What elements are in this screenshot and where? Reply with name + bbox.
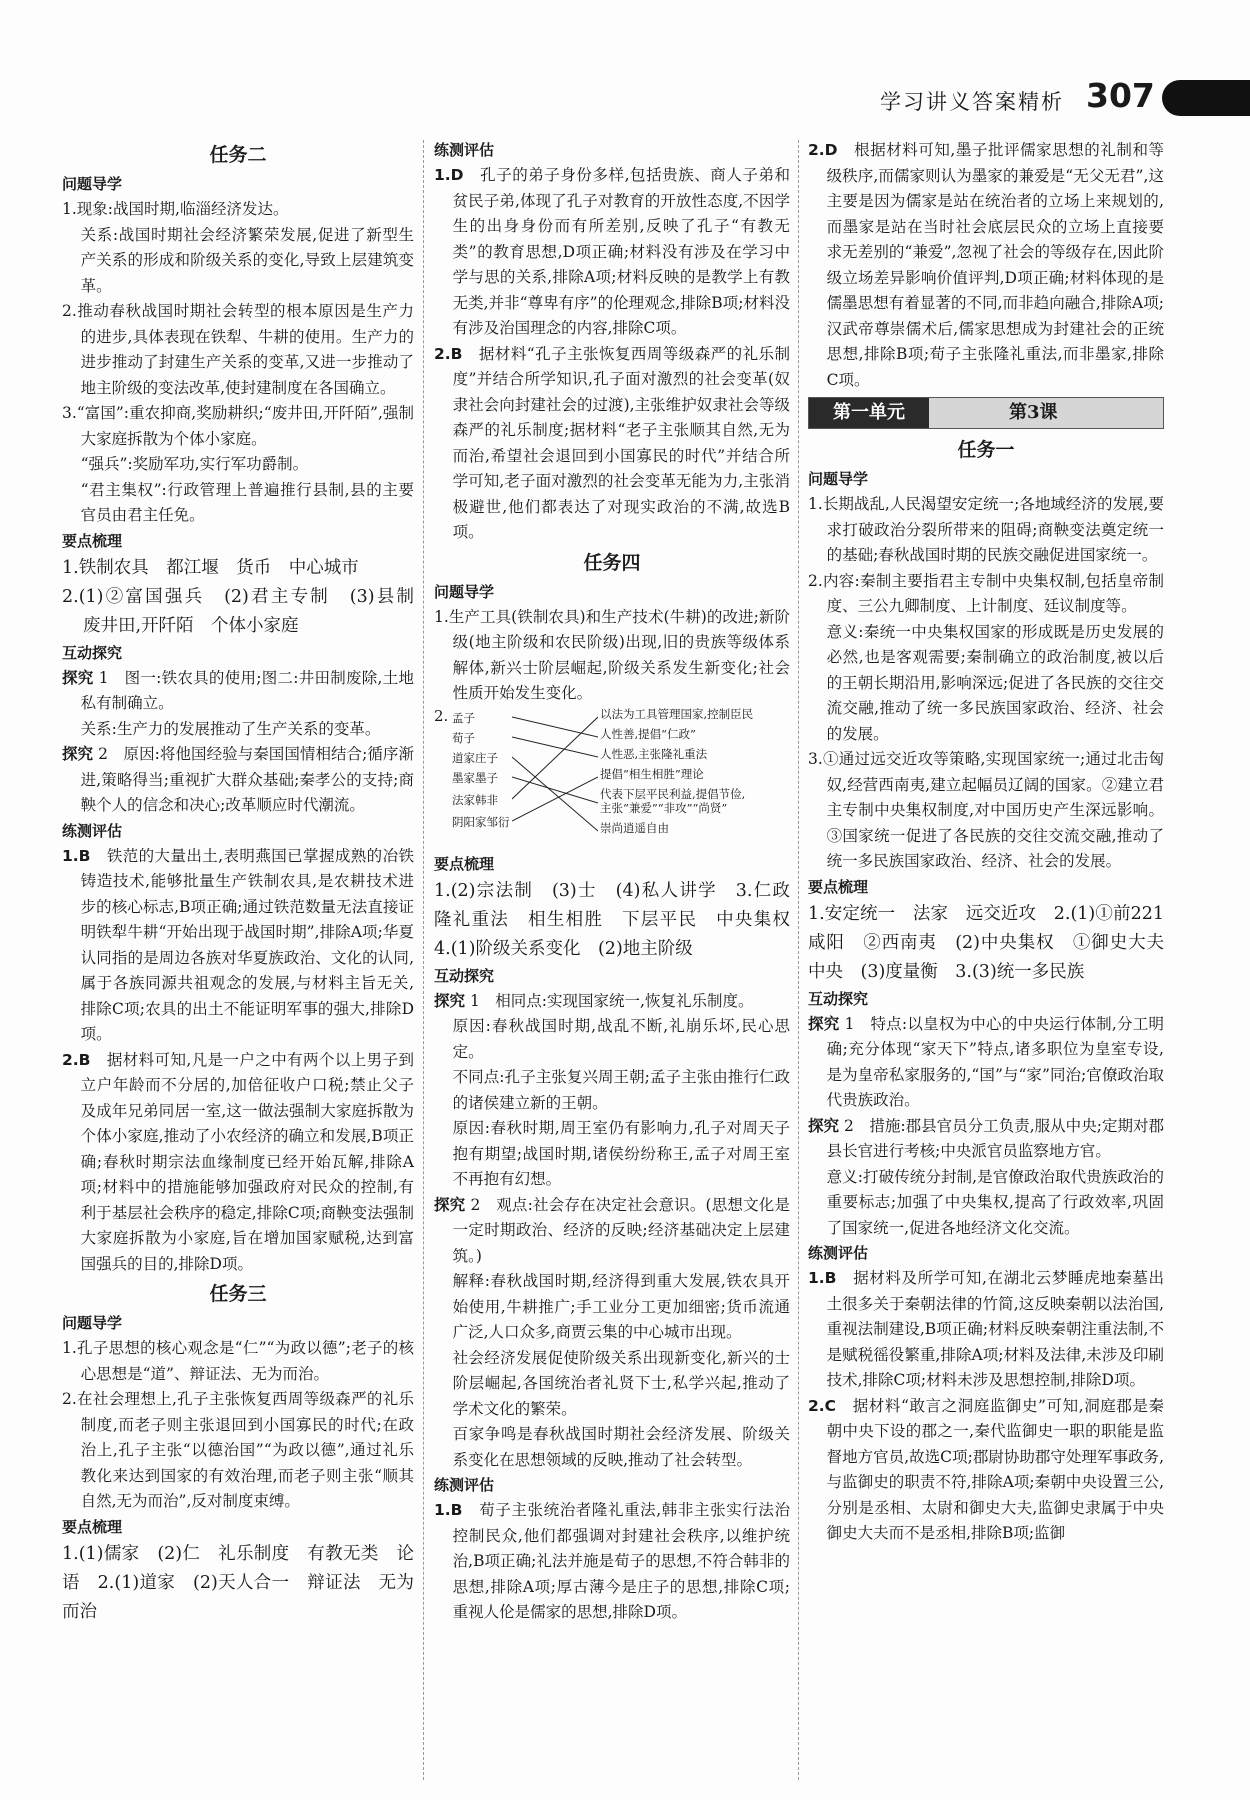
diagram-left-item: 道家庄子 [452, 750, 498, 765]
section-heading: 问题导学 [434, 582, 495, 601]
diagram-right-item: 人性恶,主张隆礼重法 [600, 746, 708, 761]
explore-label: 探究 [434, 1195, 466, 1214]
diagram-left-item: 法家韩非 [452, 792, 498, 807]
column-divider [423, 140, 424, 1780]
section-heading: 练测评估 [62, 821, 123, 840]
unit-lesson-banner [808, 397, 1164, 429]
column-1 [62, 138, 432, 1627]
exercise-item [62, 1048, 414, 1278]
diagram-left-item: 孟子 [452, 710, 475, 725]
key-points: 1.(2)宗法制 (3)士 (4)私人讲学 3.仁政 隆礼重法 相生相胜 下层平民 中央集权 4.(1)阶级关系变化 (2)地主阶级 [434, 880, 808, 959]
unit-label: 第一单元 [809, 398, 929, 428]
explanation: 荀子主张统治者隆礼重法,韩非主张实行法治控制民众,他们都强调对封建社会秩序,以维护统治,B项正确;礼法并施是荀子的思想,不符合韩非的思想,排除A项;厚古薄今是庄子的思想,排除C项;重视人伦是儒家的思想,排除D项。 [452, 1501, 790, 1621]
explanation: 据材料及所学可知,在湖北云梦睡虎地秦墓出土很多关于秦朝法律的竹简,这反映秦朝以法治国,重视法制建设,B项正确;材料反映秦朝注重法制,不是赋税徭役繁重,排除A项;材料及法律,未涉及印刷技术,排除C项;材料未涉及思想控制,排除D项。 [826, 1269, 1164, 1389]
exercise-item [62, 844, 414, 1048]
answer-item: 1.长期战乱,人民渴望安定统一;各地域经济的发展,要求打破政治分裂所带来的阻碍;商鞅变法奠定统一的基础;春秋战国时期的民族交融促进国家统一。 [808, 495, 1164, 564]
answer-item: 1.孔子思想的核心观念是“仁”“为政以德”;老子的核心思想是“道”、辩证法、无为而治。 [62, 1339, 414, 1383]
diagram-right-item: 提倡“相生相胜”理论 [600, 766, 704, 781]
answer-key: 2.C [808, 1396, 837, 1415]
explore-text: 2 观点:社会存在决定社会意识。(思想文化是一定时期政治、经济的反映;经济基础决定上层建筑。) [452, 1195, 790, 1265]
explanation: 据材料“敢言之洞庭监御史”可知,洞庭郡是秦朝中央下设的郡之一,秦代监御史一职的职能是监督地方官员,故选C项;郡尉协助郡守处理军事政务,与监御史的职责不符,排除A项;秦朝中央设置三公,分别是丞相、太尉和御史大夫,监御史隶属于中央御史大夫而不是丞相,排除B项;监御 [826, 1396, 1164, 1542]
section-heading: 练测评估 [434, 141, 495, 159]
explanation: 据材料“孔子主张恢复西周等级森严的礼乐制度”并结合所学知识,孔子面对激烈的社会变革(奴隶社会向封建社会的过渡),主张维护奴隶社会等级森严的礼乐制度;据材料“老子主张顺其自然,无为而治,希望社会退回到小国寡民的时代”并结合所学可知,老子面对激烈的社会变革无能为力,主张消极避世,他们都表达了对现实政治的不满,故选B项。 [452, 344, 790, 541]
diagram-left-item: 墨家墨子 [452, 770, 498, 785]
section-heading: 要点梳理 [808, 877, 869, 896]
exercise-item [434, 1498, 790, 1626]
answer-item: 解释:春秋战国时期,经济得到重大发展,铁农具开始使用,牛耕推广;手工业分工更加细密;货币流通广泛,人口众多,商贾云集的中心城市出现。 [452, 1272, 790, 1341]
answer-item: 原因:春秋战国时期,战乱不断,礼崩乐坏,民心思定。 [452, 1017, 790, 1061]
answer-key: 1.B [434, 1501, 463, 1519]
section-heading: 练测评估 [808, 1244, 869, 1262]
diagram-left-item: 荀子 [452, 730, 475, 745]
exercise-item [434, 163, 790, 342]
explore-label: 探究 [434, 991, 466, 1010]
explore-item [808, 1012, 1164, 1114]
matching-lines [512, 713, 598, 837]
task-title: 任务一 [957, 439, 1015, 461]
answer-item: 1.现象:战国时期,临淄经济发达。 [62, 200, 289, 218]
diagram-left-item: 阴阳家邹衍 [452, 814, 510, 829]
task-title: 任务二 [209, 144, 267, 166]
explore-text: 2 原因:将他国经验与秦国国情相结合;循序渐进,策略得当;重视扩大群众基础;秦孝公的支持;商鞅个人的信念和决心;改革顺应时代潮流。 [80, 745, 414, 814]
column-3 [808, 138, 1182, 1547]
key-points: 1.安定统一 法家 远交近攻 2.(1)①前221 咸阳 ②西南夷 (2)中央集权 ①御史大夫 中央 (3)度量衡 3.(3)统一多民族 [808, 903, 1182, 982]
key-points: 2.(1)②富国强兵 (2)君主专制 (3)县制 废井田,开阡陌 个体小家庭 [62, 586, 432, 636]
answer-key: 1.B [62, 846, 91, 865]
explore-text: 2 措施:郡县官员分工负责,服从中央;定期对郡县长官进行考核;中央派官员监察地方官。 [826, 1116, 1164, 1160]
explore-item [808, 1114, 1164, 1165]
explanation: 据材料可知,凡是一户之中有两个以上男子到立户年龄而不分居的,加倍征收户口税;禁止父子及成年兄弟同居一室,这一做法强制大家庭拆散为个体小家庭,推动了小农经济的确立和发展,B项正确;春秋时期宗法血缘制度已经开始瓦解,排除A项;材料中的措施能够加强政府对民众的控制,有利于基层社会秩序的稳定,排除C项;商鞅变法强制大家庭拆散为小家庭,旨在增加国家赋税,达到富国强兵的目的,排除D项。 [80, 1050, 414, 1273]
explore-item [62, 742, 414, 819]
header-title: 学习讲义答案精析 [880, 90, 1064, 114]
answer-item: 不同点:孔子主张复兴周王朝;孟子主张由推行仁政的诸侯建立新的王朝。 [452, 1068, 790, 1112]
key-points: 1.(1)儒家 (2)仁 礼乐制度 有教无类 论语 2.(1)道家 (2)天人合一 辩证法 无为而治 [62, 1543, 414, 1622]
key-points: 1.铁制农具 都江堰 货币 中心城市 [62, 557, 359, 578]
section-heading: 要点梳理 [62, 531, 123, 550]
matching-diagram [434, 707, 790, 852]
explore-label: 探究 [808, 1116, 840, 1135]
exercise-item [434, 342, 790, 546]
section-heading: 要点梳理 [434, 854, 495, 873]
exercise-item [808, 1394, 1164, 1547]
explanation: 孔子的弟子身份多样,包括贵族、商人子弟和贫民子弟,体现了孔子对教育的开放性态度,不因学生的出身身份而有所差别,反映了孔子“有教无类”的教育思想,D项正确;材料没有涉及在学习中学与思的关系,排除A项;材料反映的是教学上有教无类,并非“尊卑有序”的伦理观念,排除B项;材料没有涉及治国理念的内容,排除C项。 [452, 166, 790, 337]
section-heading: 互动探究 [62, 643, 123, 662]
diagram-right-item: 以法为工具管理国家,控制臣民 [600, 706, 754, 721]
section-heading: 练测评估 [434, 1476, 495, 1494]
answer-item: 社会经济发展促使阶级关系出现新变化,新兴的士阶层崛起,各国统治者礼贤下士,私学兴起,推动了学术文化的繁荣。 [452, 1348, 790, 1418]
answer-item: 原因:春秋时期,周王室仍有影响力,孔子对周天子抱有期望;战国时期,诸侯纷纷称王,孟子对周王室不再抱有幻想。 [452, 1119, 790, 1188]
diagram-right-item: 代表下层平民利益,提倡节俭, [600, 786, 746, 801]
answer-item: 2.内容:秦制主要指君主专制中央集权制,包括皇帝制度、三公九卿制度、上计制度、廷议制度等。 [808, 571, 1164, 615]
task-title: 任务四 [583, 551, 641, 574]
explore-text: 1 图一:铁农具的使用;图二:井田制废除,土地私有制确立。 [80, 668, 414, 712]
column-2 [434, 138, 808, 1626]
explore-label: 探究 [62, 745, 94, 763]
answer-item: 3.“富国”:重农抑商,奖励耕织;“废井田,开阡陌”,强制大家庭拆散为个体小家庭。 [62, 404, 414, 448]
diagram-right-item: 人性善,提倡“仁政” [600, 726, 696, 741]
diagram-right-item: 主张“兼爱”“非攻”“尚贤” [600, 800, 728, 815]
explore-text: 1 相同点:实现国家统一,恢复礼乐制度。 [465, 991, 754, 1010]
answer-key: 2.B [62, 1050, 91, 1069]
answer-item: 关系:战国时期社会经济繁荣发展,促进了新型生产关系的形成和阶级关系的变化,导致上层建筑变革。 [80, 225, 414, 295]
header-tab-decoration [1162, 80, 1250, 116]
answer-key: 1.D [434, 166, 464, 184]
answer-item: 意义:打破传统分封制,是官僚政治取代贵族政治的重要标志;加强了中央集权,提高了行政效率,巩固了国家统一,促进各地经济文化交流。 [826, 1167, 1164, 1237]
answer-item: “强兵”:奖励军功,实行军功爵制。 [80, 455, 309, 473]
answer-item: 关系:生产力的发展推动了生产关系的变革。 [80, 719, 381, 738]
diagram-right-item: 崇尚逍遥自由 [600, 820, 669, 835]
section-heading: 互动探究 [808, 989, 869, 1008]
explore-label: 探究 [808, 1014, 840, 1033]
task-title: 任务三 [209, 1283, 267, 1305]
exercise-item [808, 138, 1164, 393]
answer-item: 2.在社会理想上,孔子主张恢复西周等级森严的礼乐制度,而老子则主张退回到小国寡民的时代;在政治上,孔子主张“以德治国”“为政以德”,通过礼乐教化来达到国家的有效治理,而老子则主张“顺其自然,无为而治”,反对制度束缚。 [62, 1390, 414, 1510]
section-heading: 问题导学 [62, 175, 123, 193]
answer-item: 百家争鸣是春秋战国时期社会经济发展、阶级关系变化在思想领域的反映,推动了社会转型。 [452, 1425, 790, 1469]
answer-item: 2.推动春秋战国时期社会转型的根本原因是生产力的进步,具体表现在铁犁、牛耕的使用。生产力的进步推动了封建生产关系的变革,又进一步推动了地主阶级的变法改革,使封建制度在各国确立。 [62, 302, 414, 397]
explore-item [434, 989, 790, 1015]
section-heading: 问题导学 [62, 1314, 123, 1332]
lesson-label: 第3课 [1009, 402, 1058, 423]
section-heading: 问题导学 [808, 470, 869, 488]
page-number: 307 [1086, 76, 1155, 115]
answer-item: “君主集权”:行政管理上普遍推行县制,县的主要官员由君主任免。 [80, 480, 414, 524]
answer-item: 意义:秦统一中央集权国家的形成既是历史发展的必然,也是客观需要;秦制确立的政治制度,被以后的王朝长期沿用,影响深远;促进了各民族的交往交流交融,推动了统一多民族国家政治、经济、社会的发展。 [826, 622, 1164, 743]
explore-label: 探究 [62, 668, 94, 687]
answer-key: 2.B [434, 344, 463, 363]
diagram-number: 2. [434, 706, 449, 725]
exercise-item [808, 1266, 1164, 1394]
column-divider [798, 140, 799, 1780]
answer-item: 1.生产工具(铁制农具)和生产技术(牛耕)的改进;新阶级(地主阶级和农民阶级)出现,旧的贵族等级体系解体,新兴士阶层崛起,阶级关系发生新变化;社会性质开始发生变化。 [434, 607, 790, 702]
answer-item: 3.①通过远交近攻等策略,实现国家统一;通过北击匈奴,经营西南夷,建立起幅员辽阔的国家。②建立君主专制中央集权制度,对中国历史产生深远影响。③国家统一促进了各民族的交往交流交融,推动了统一多民族国家政治、经济、社会的发展。 [808, 750, 1164, 870]
explore-item [434, 1193, 790, 1270]
section-heading: 互动探究 [434, 966, 495, 985]
explore-item [62, 666, 414, 717]
answer-key: 2.D [808, 141, 838, 159]
section-heading: 要点梳理 [62, 1517, 123, 1536]
explore-text: 1 特点:以皇权为中心的中央运行体制,分工明确;充分体现“家天下”特点,诸多职位为皇室专设,是为皇帝私家服务的,“国”与“家”同治;官僚政治取代贵族政治。 [826, 1014, 1164, 1109]
explanation: 根据材料可知,墨子批评儒家思想的礼制和等级秩序,而儒家则认为墨家的兼爱是“无父无君”,这主要是因为儒家是站在统治者的立场上来规划的,而墨家是站在当时社会底层民众的立场上直接要求无差别的“兼爱”,忽视了社会的等级存在,因此阶级立场差异影响价值评判,D项正确;材料体现的是儒墨思想有着显著的不同,而非趋向融合,排除A项;汉武帝尊崇儒术后,儒家思想成为封建社会的正统思想,排除B项;荀子主张隆礼重法,而非墨家,排除C项。 [826, 141, 1164, 389]
answer-key: 1.B [808, 1269, 837, 1287]
explanation: 铁范的大量出土,表明燕国已掌握成熟的冶铁铸造技术,能够批量生产铁制农具,是农耕技术进步的核心标志,B项正确;通过铁范数量无法直接证明铁犁牛耕“开始出现于战国时期”,排除A项;华夏认同指的是周边各族对华夏族政治、文化的认同,属于各族同源共祖观念的发展,与材料主旨无关,排除C项;农具的出土不能证明军事的强大,排除D项。 [80, 846, 414, 1043]
